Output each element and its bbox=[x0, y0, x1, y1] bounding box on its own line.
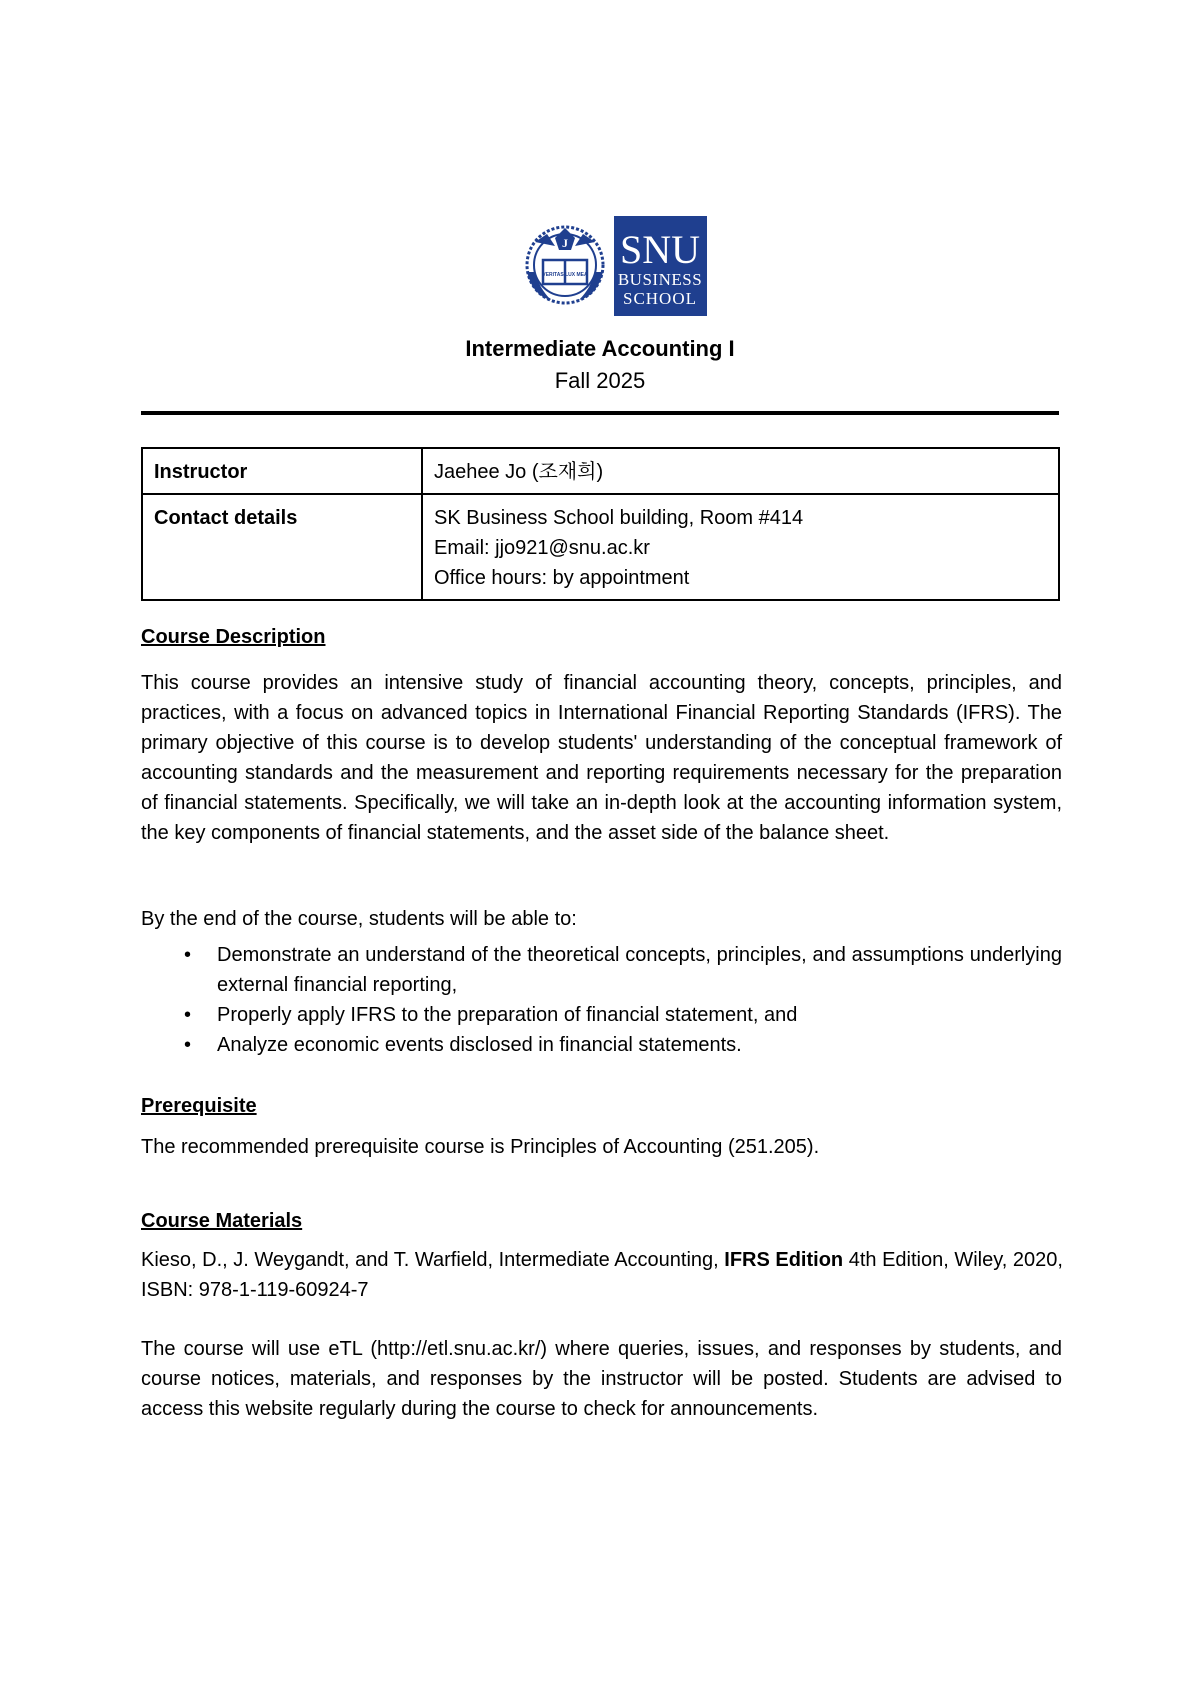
textbook-publisher-isbn: 4th Edition, Wiley, 2020, ISBN: 978-1-119-60924-7 bbox=[141, 1249, 1063, 1301]
textbook-edition-bold: IFRS Edition bbox=[724, 1249, 844, 1271]
title-divider bbox=[141, 411, 1059, 415]
bullet-icon: • bbox=[184, 944, 192, 966]
logo-graphic bbox=[521, 216, 707, 316]
logo-school-text: SCHOOL bbox=[622, 289, 698, 308]
bullet-icon: • bbox=[184, 1034, 192, 1056]
bullet-icon: • bbox=[184, 1004, 192, 1026]
list-item bbox=[141, 940, 1062, 1000]
table-row-contact bbox=[142, 494, 1059, 600]
contact-location: SK Business School building, Room #414 bbox=[434, 507, 804, 529]
contact-email: Email: jjo921@snu.ac.kr bbox=[434, 537, 650, 559]
instructor-info-table bbox=[141, 447, 1060, 601]
textbook-citation bbox=[141, 1245, 1076, 1305]
instructor-label: Instructor bbox=[142, 448, 422, 494]
logo-snu-text: SNU bbox=[619, 227, 701, 272]
snu-business-school-logo bbox=[521, 216, 707, 316]
course-description-heading: Course Description bbox=[141, 626, 326, 648]
etl-paragraph: The course will use eTL (http://etl.snu.ac.kr/) where queries, issues, and responses by students, and course notices, materials, and responses by the instructor will be posted. Students are advised to access this website regularly during the course to check for announcements. bbox=[141, 1338, 1062, 1420]
outcome-text: Properly apply IFRS to the preparation of financial statement, and bbox=[217, 1004, 798, 1026]
instructor-value: Jaehee Jo (조재희) bbox=[422, 448, 1059, 494]
outcome-text: Analyze economic events disclosed in financial statements. bbox=[217, 1034, 742, 1056]
textbook-authors-title: Kieso, D., J. Weygandt, and T. Warfield, Intermediate Accounting, bbox=[141, 1249, 725, 1271]
outcomes-list bbox=[141, 940, 1062, 1060]
contact-office-hours: Office hours: by appointment bbox=[434, 567, 690, 589]
course-materials-heading: Course Materials bbox=[141, 1210, 303, 1232]
snu-emblem-icon bbox=[527, 227, 603, 303]
outcome-text: Demonstrate an understand of the theoretical concepts, principles, and assumptions underlying external financial reporting, bbox=[217, 944, 1062, 996]
svg-text:VERITAS LUX MEA: VERITAS LUX MEA bbox=[542, 272, 588, 278]
svg-text:J: J bbox=[562, 236, 568, 250]
course-term: Fall 2025 bbox=[554, 368, 646, 393]
contact-value bbox=[422, 494, 1059, 600]
contact-label: Contact details bbox=[142, 494, 422, 600]
logo-business-text: BUSINESS bbox=[617, 270, 703, 289]
course-description-paragraph: This course provides an intensive study of financial accounting theory, concepts, principles, and practices, with a focus on advanced topics in International Financial Reporting Standards (IFRS). The primary objective of this course is to develop students' understanding of the conceptual framework of accounting standards and the measurement and reporting requirements necessary for the preparation of financial statements. Specifically, we will take an in-depth look at the accounting information system, the key components of financial statements, and the asset side of the balance sheet. bbox=[141, 672, 1062, 844]
prerequisite-heading: Prerequisite bbox=[141, 1095, 257, 1117]
outcomes-intro: By the end of the course, students will be able to: bbox=[141, 908, 577, 930]
prerequisite-text: The recommended prerequisite course is Principles of Accounting (251.205). bbox=[141, 1136, 820, 1158]
outcomes-list-container bbox=[141, 940, 1062, 1060]
list-item bbox=[141, 1000, 1062, 1030]
prerequisite-section bbox=[141, 1095, 1063, 1118]
course-materials-section bbox=[141, 1210, 1063, 1233]
course-title: Intermediate Accounting I bbox=[465, 336, 735, 361]
list-item bbox=[141, 1030, 1062, 1060]
course-description-section bbox=[141, 626, 1063, 649]
table-row-instructor bbox=[142, 448, 1059, 494]
